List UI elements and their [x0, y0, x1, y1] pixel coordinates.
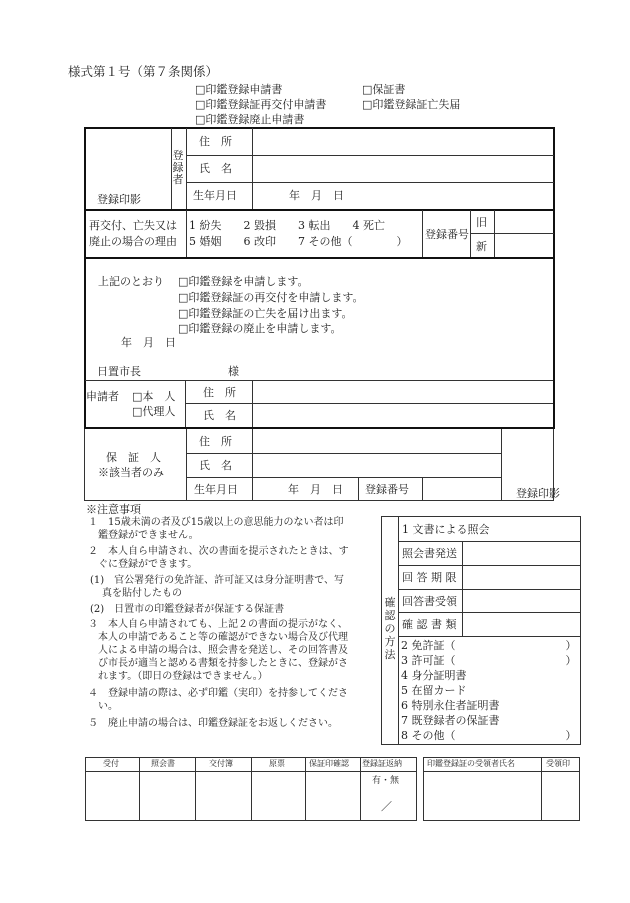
reason-options-line1[interactable]: 1 紛失 2 毀損 3 転出 4 死亡: [189, 219, 385, 232]
confirm-doc-special-resident[interactable]: 6 特別永住者証明書: [401, 699, 500, 712]
confirm-row-inquiry-sent: 照会書発送: [402, 547, 457, 560]
guarantor-note: ※該当者のみ: [98, 466, 164, 479]
frame-left: [84, 127, 86, 429]
office-header-guarantee-check: 保証印確認: [309, 759, 349, 768]
registrant-side-label: 登録者: [172, 149, 184, 186]
note-line: び市長が適当と認める書類を持参したときに、登録がさ: [98, 658, 348, 669]
confirm-by-letter[interactable]: 1 文書による照会: [402, 523, 490, 536]
registrant-address-label: 住 所: [199, 135, 232, 148]
applicant-self-checkbox[interactable]: □本 人: [132, 390, 176, 403]
office-header-original: 原票: [269, 759, 285, 768]
note-line: (2) 日置市の印鑑登録者が保証する保証書: [90, 604, 285, 615]
note-line: ５ 廃止申請の場合は、印鑑登録証をお返しください。: [88, 718, 338, 729]
declaration-date[interactable]: 年 月 日: [121, 336, 176, 349]
guarantor-birth-value[interactable]: 年 月 日: [288, 483, 343, 496]
reason-new-label: 新: [476, 240, 487, 253]
declaration-item-reissue[interactable]: □印鑑登録証の再交付を申請します。: [178, 291, 364, 304]
confirm-doc-license[interactable]: 2 免許証（ ）: [401, 639, 577, 652]
confirm-doc-other[interactable]: 8 その他（ ）: [401, 729, 577, 742]
registrant-birth-label: 生年月日: [193, 189, 237, 202]
applicant-agent-checkbox[interactable]: □代理人: [132, 405, 176, 418]
option-abolish[interactable]: □印鑑登録廃止申請書: [195, 113, 305, 126]
note-line: １ 15歳未満の者及び15歳以上の意思能力のない者は印: [88, 517, 344, 528]
office-return-value[interactable]: 有・無: [372, 776, 400, 786]
note-line: ３ 本人自ら申請されても、上記２の書面の提示がなく、: [88, 619, 348, 630]
reason-old-label: 旧: [476, 216, 487, 229]
applicant-address-label: 住 所: [203, 386, 236, 399]
reason-label-line1: 再交付、亡失又は: [89, 219, 177, 232]
confirm-doc-guarantee[interactable]: 7 既登録者の保証書: [401, 714, 500, 727]
guarantor-birth-label: 生年月日: [194, 483, 238, 496]
option-loss-report[interactable]: □印鑑登録証亡失届: [362, 98, 461, 111]
reason-label-line2: 廃止の場合の理由: [89, 235, 177, 248]
office-header-issue-book: 交付簿: [209, 759, 233, 768]
note-line: ぐに登録ができます。: [98, 559, 198, 570]
applicant-address-field[interactable]: [253, 382, 552, 402]
option-guarantee[interactable]: □保証書: [362, 83, 406, 96]
guarantor-seal-label: 登録印影: [516, 487, 560, 500]
frame-bottom: [84, 427, 555, 429]
frame-right: [553, 127, 555, 429]
note-line: (1) 官公署発行の免許証、許可証又は身分証明書で、写: [90, 575, 344, 586]
applicant-label: 申請者: [86, 390, 119, 403]
confirm-doc-residence-card[interactable]: 5 在留カード: [401, 684, 467, 697]
guarantor-label: 保 証 人: [106, 451, 161, 464]
confirm-row-check-docs: 確 認 書 類: [402, 618, 457, 631]
note-line: 人による申請の場合は、照会書を発送し、その回答書及: [98, 645, 348, 656]
office-header-inquiry: 照会書: [151, 759, 175, 768]
guarantor-name-label: 氏 名: [199, 459, 232, 472]
form-number: 様式第１号（第７条関係）: [68, 64, 219, 79]
confirm-row-reply-deadline: 回 答 期 限: [402, 571, 457, 584]
confirm-doc-permit[interactable]: 3 許可証（ ）: [401, 654, 577, 667]
office-header-reception: 受付: [103, 759, 119, 768]
registrant-address-field[interactable]: [253, 129, 552, 154]
guarantor-regno-label: 登録番号: [365, 483, 409, 496]
mayor-sama: 様: [228, 365, 239, 378]
note-line: ４ 登録申請の際は、必ず印鑑（実印）を持参してくださ: [88, 688, 348, 699]
option-reissue[interactable]: □印鑑登録証再交付申請書: [195, 98, 327, 111]
note-line: ２ 本人自ら申請され、次の書面を提示されたときは、す: [88, 546, 349, 557]
confirm-doc-id[interactable]: 4 身分証明書: [401, 669, 467, 682]
declaration-item-abolish[interactable]: □印鑑登録の廃止を申請します。: [178, 322, 342, 335]
note-line: 真を貼付したもの: [102, 588, 182, 599]
reason-options-line2[interactable]: 5 婚姻 6 改印 7 その他（ ）: [189, 235, 408, 248]
note-line: い。: [98, 701, 118, 712]
confirm-row-reply-received: 回答書受領: [402, 595, 457, 608]
note-line: れます。（即日の登録はできません。）: [98, 671, 268, 682]
applicant-name-field[interactable]: [253, 404, 552, 426]
applicant-name-label: 氏 名: [203, 409, 236, 422]
office-slash: ／: [381, 800, 392, 813]
notes-title: ※注意事項: [86, 503, 141, 516]
office-header-card-return: 登録証返納: [362, 759, 402, 768]
option-seal-registration[interactable]: □印鑑登録申請書: [195, 83, 283, 96]
note-line: 本人の申請であること等の確認ができない場合及び代理: [98, 632, 348, 643]
registrant-name-field[interactable]: [253, 156, 552, 181]
registrant-birth-value[interactable]: 年 月 日: [289, 189, 344, 202]
registrant-name-label: 氏 名: [199, 162, 232, 175]
confirm-side-label: 確認の方法: [384, 596, 396, 661]
receiver-header-name: 印鑑登録証の受領者氏名: [427, 759, 515, 768]
receiver-header-seal: 受領印: [546, 759, 570, 768]
note-line: 鑑登録ができません。: [98, 530, 199, 541]
registrant-seal-label: 登録印影: [97, 193, 141, 206]
reason-regno-label: 登録番号: [425, 228, 469, 241]
declaration-item-loss[interactable]: □印鑑登録証の亡失を届け出ます。: [178, 307, 353, 320]
declaration-item-apply[interactable]: □印鑑登録を申請します。: [178, 275, 309, 288]
guarantor-address-label: 住 所: [199, 435, 232, 448]
declaration-lead: 上記のとおり: [98, 275, 164, 288]
mayor-label: 日置市長: [97, 365, 141, 378]
